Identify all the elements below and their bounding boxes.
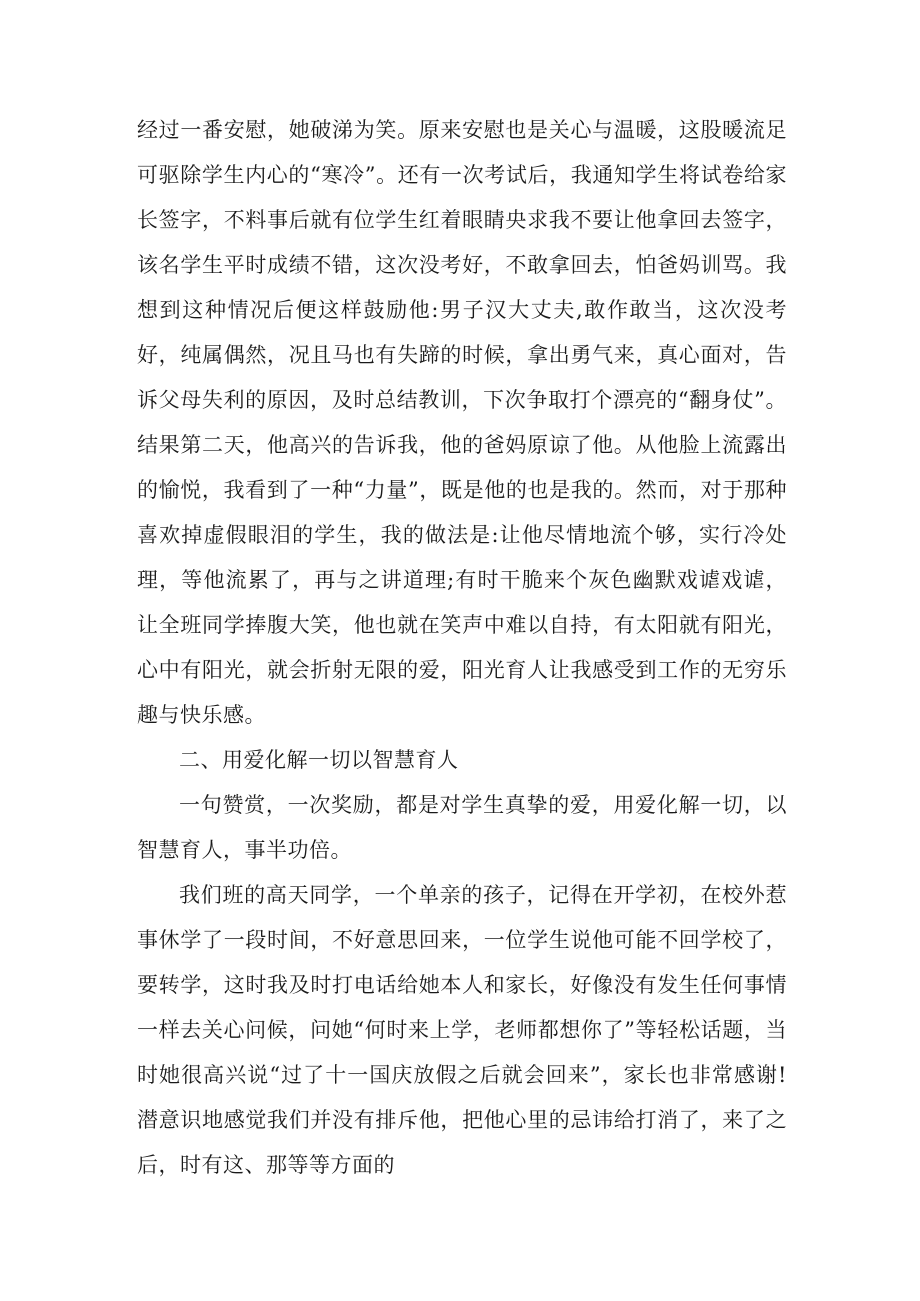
paragraph-praise: 一句赞赏，一次奖励，都是对学生真挚的爱，用爱化解一切，以智慧育人，事半功倍。 <box>137 793 787 862</box>
document-body <box>137 108 787 1188</box>
paragraph-gaotian-story: 我们班的高天同学，一个单亲的孩子，记得在开学初，在校外惹事休学了一段时间，不好意思回来，一位学生说他可能不回学校了，要转学，这时我及时打电话给她本人和家长，好像没有发生任何事情一样去关心问候，问她“何时来上学，老师都想你了”等轻松话题，当时她很高兴说“过了十一国庆放假之后就会回来”，家长也非常感谢!潜意识地感觉我们并没有排斥他，把他心里的忌讳给打消了，来了之后，时有这、那等等方面的 <box>137 883 787 1177</box>
section-heading-love-and-wisdom: 二、用爱化解一切以智慧育人 <box>179 748 459 772</box>
paragraph-consolation: 经过一番安慰，她破涕为笑。原来安慰也是关心与温暖，这股暖流足可驱除学生内心的“寒冷”。还有一次考试后，我通知学生将试卷给家长签字，不料事后就有位学生红着眼睛央求我不要让他拿回去签字，该名学生平时成绩不错，这次没考好，不敢拿回去，怕爸妈训骂。我想到这种情况后便这样鼓励他:男子汉大丈夫,敢作敢当，这次没考好，纯属偶然，况且马也有失蹄的时候，拿出勇气来，真心面对，告诉父母失利的原因，及时总结教训，下次争取打个漂亮的“翻身仗”。结果第二天，他高兴的告诉我，他的爸妈原谅了他。从他脸上流露出的愉悦，我看到了一种“力量”，既是他的也是我的。然而，对于那种喜欢掉虚假眼泪的学生，我的做法是:让他尽情地流个够，实行冷处理，等他流累了，再与之讲道理;有时干脆来个灰色幽默戏谑戏谑，让全班同学捧腹大笑，他也就在笑声中难以自持，有太阳就有阳光，心中有阳光，就会折射无限的爱，阳光育人让我感受到工作的无穷乐趣与快乐感。 <box>137 118 787 727</box>
